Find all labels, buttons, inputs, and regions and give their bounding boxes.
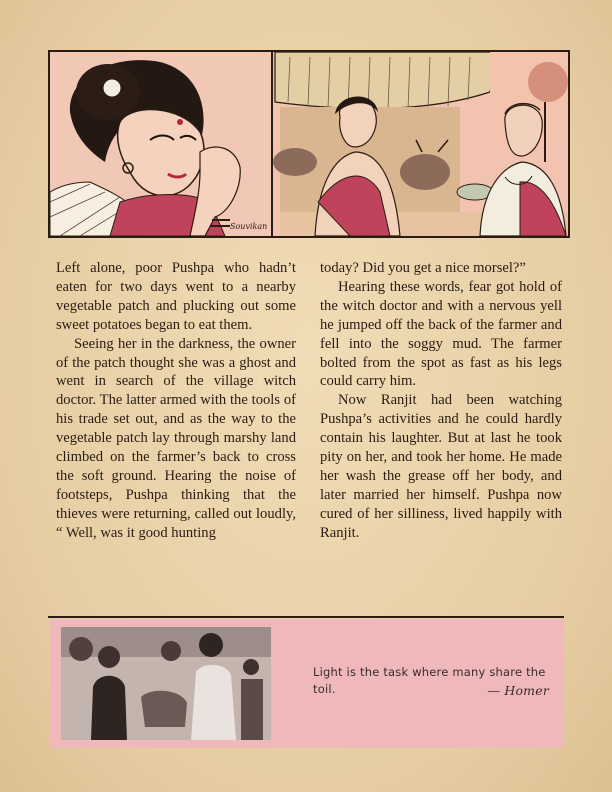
story-column-left [56, 259, 296, 543]
crowd-photo-art [61, 627, 271, 740]
quote-author: — Homer [487, 683, 549, 698]
story-paragraph: Hearing these words, fear got hold of the witch doctor and with a nervous yell he jumped off the back of the farmer and fell into the soggy mud. The farmer bolted from the spot as fast as his legs could carry him. [320, 278, 562, 390]
story-column-right [320, 259, 562, 543]
quotation [313, 664, 557, 698]
quote-text: Light is the task where many share the toil. [313, 665, 546, 696]
section-divider [48, 616, 564, 618]
story-illustration [48, 50, 570, 238]
story-paragraph: today? Did you get a nice morsel?” [320, 260, 526, 276]
story-paragraph: Left alone, poor Pushpa who hadn’t eaten for two days went to a nearby vegetable patch and plucking out some sweet potatoes began to eat them. [56, 260, 296, 333]
crowd-photo [61, 627, 271, 740]
illustration-art [50, 52, 568, 236]
story-paragraph: Seeing her in the darkness, the owner of the patch thought she was a ghost and went in search of the village witch doctor. The latter armed with the tools of his trade set out, and as the way to the vegetable patch lay through marshy land climbed on the farmer’s back to cross the soft ground. Hearing the noise of footsteps, Pushpa thinking that the thieves were returning, called out loudly, “ Well, was it good hunting [56, 335, 296, 541]
story-paragraph: Now Ranjit had been watching Pushpa’s activities and he could hardly contain his laughter. But at last he took pity on her, and took her home. He made her wash the grease off her body, and later married her himself. Pushpa now cured of her silliness, lived happily with Ranjit. [320, 392, 562, 541]
artist-signature: Souvikan [230, 222, 268, 231]
